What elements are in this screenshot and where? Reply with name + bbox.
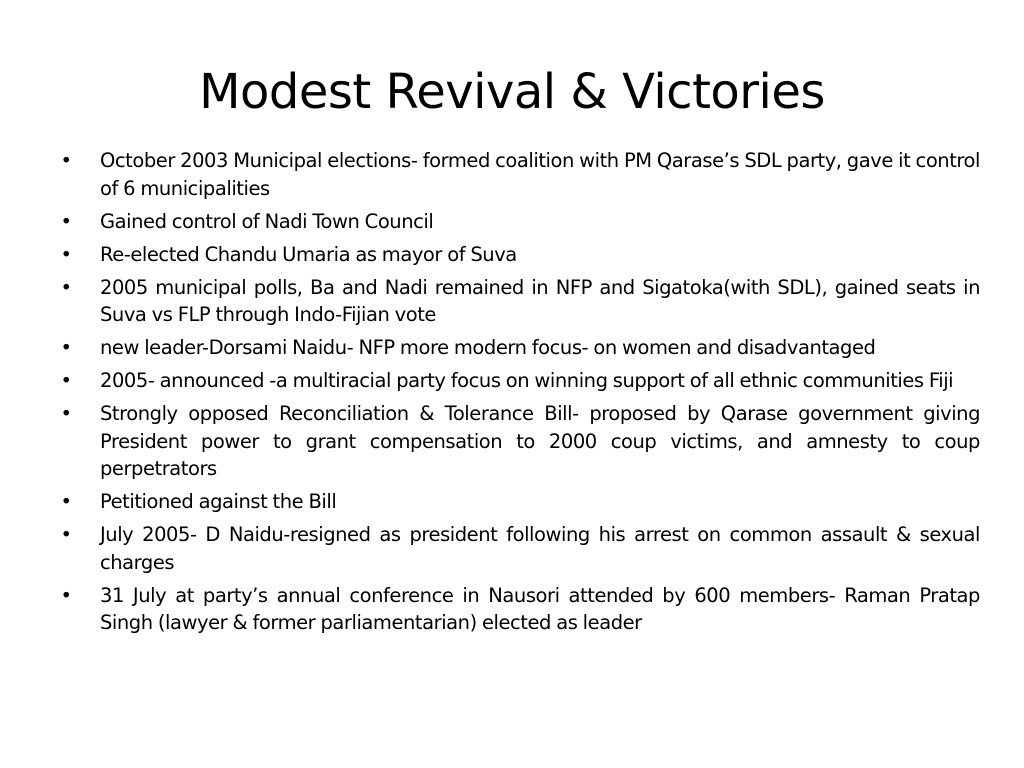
bullet-text: 2005 municipal polls, Ba and Nadi remained in NFP and Sigatoka(with SDL), gained seats in Suva vs FLP through Indo-Fijian vote: [100, 275, 980, 326]
bullet-dot-icon: •: [60, 242, 72, 266]
bullet-text: Petitioned against the Bill: [100, 490, 337, 513]
bullet-item: [56, 334, 980, 362]
bullet-dot-icon: •: [60, 209, 72, 233]
bullet-item: [56, 582, 980, 637]
bullet-item: [56, 488, 980, 516]
slide-title: Modest Revival & Victories: [199, 64, 825, 120]
bullet-text: Gained control of Nadi Town Council: [100, 209, 434, 233]
bullet-dot-icon: •: [60, 490, 72, 513]
bullet-dot-icon: •: [60, 583, 72, 607]
bullet-dot-icon: •: [60, 336, 72, 359]
bullet-text: Re-elected Chandu Umaria as mayor of Suva: [100, 242, 517, 266]
bullet-dot-icon: •: [60, 402, 72, 425]
bullet-dot-icon: •: [60, 149, 72, 172]
bullet-dot-icon: •: [60, 275, 72, 299]
bullet-item: [56, 367, 980, 395]
bullet-text: July 2005- D Naidu-resigned as president following his arrest on common assault & sexual charges: [100, 523, 980, 574]
bullet-text: October 2003 Municipal elections- formed coalition with PM Qarase’s SDL party, gave it control of 6 municipalities: [100, 149, 980, 200]
bullet-text: 31 July at party’s annual conference in Nausori attended by 600 members- Raman Pratap Singh (lawyer & former parliamentarian) elected as leader: [100, 583, 980, 634]
bullet-item: [56, 147, 980, 202]
bullet-item: [56, 241, 980, 269]
bullet-list: [56, 147, 980, 642]
bullet-item: [56, 274, 980, 329]
bullet-item: [56, 400, 980, 483]
bullet-text: new leader-Dorsami Naidu- NFP more modern focus- on women and disadvantaged: [100, 336, 876, 359]
bullet-item: [56, 521, 980, 576]
bullet-dot-icon: •: [60, 523, 72, 546]
bullet-text: Strongly opposed Reconciliation & Tolerance Bill- proposed by Qarase government giving President power to grant compensation to 2000 coup victims, and amnesty to coup perpetrators: [100, 402, 980, 480]
bullet-item: [56, 208, 980, 236]
bullet-dot-icon: •: [60, 369, 72, 392]
bullet-text: 2005- announced -a multiracial party focus on winning support of all ethnic communities Fiji: [100, 369, 954, 392]
